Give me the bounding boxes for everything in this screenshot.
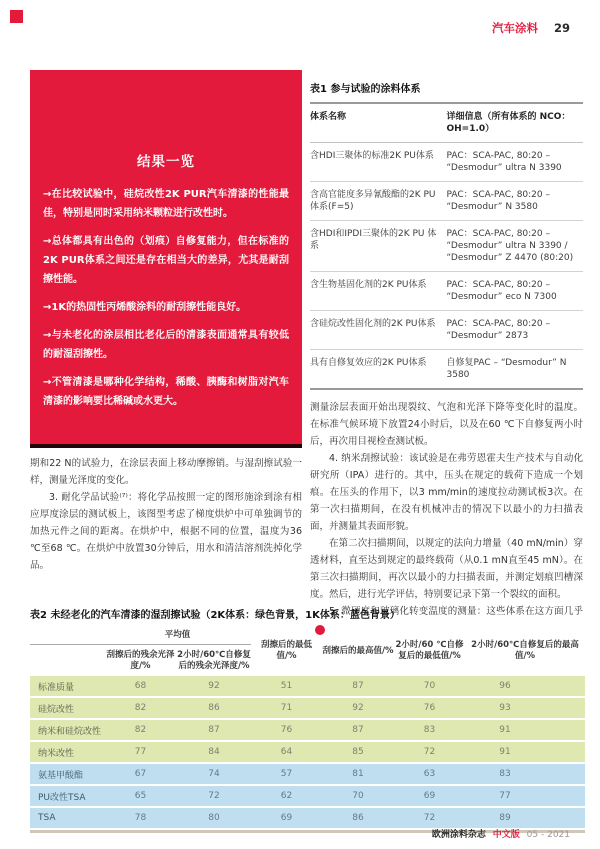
table2-value-cell: 91 — [499, 747, 511, 757]
table1-body — [310, 143, 583, 390]
table2-row — [30, 720, 585, 740]
table2-value-cell: 76 — [280, 725, 293, 735]
results-bullet: →总体都具有出色的（划痕）自修复能力，但在标准的2K PUR体系之间还是存在相当大的差异，尤其是耐刮擦性能。 — [43, 236, 289, 285]
body-paragraph: 期和22 N的试验力，在涂层表面上移动摩擦销。与湿刮擦试验一样，测量光泽度的变化。 — [30, 458, 302, 486]
table2-value-cell: 68 — [134, 681, 147, 691]
detail-cell: PAC：SCA-PAC, 80:20 – “Desmodur” eco N 7300 — [447, 272, 584, 311]
body-paragraph: 3. 耐化学品试验⁽⁷⁾：将化学品按照一定的图形施涂到涂有相应厚度涂层的测试板上，该图型考虑了梯度烘炉中可单独调节的加热元件之间的距离。在烘炉中，根据不同的位置，温度为36 ℃至68 ℃。在烘炉中放置30分钟后，用水和清洁溶剂洗掉化学品。 — [30, 492, 302, 571]
body-paragraph: 测量涂层表面开始出现裂纹、气泡和光泽下降等变化时的温度。在标准气候环境下放置24小时后，以及在60 ℃下自修复两小时后，再次用目视检查测试板。 — [310, 402, 583, 447]
table2-row — [30, 698, 585, 718]
table2-value-cell: 87 — [352, 725, 364, 735]
table2-value-cell: 82 — [134, 725, 147, 735]
table2-row — [30, 786, 585, 806]
table2-value-cell: 92 — [208, 681, 220, 691]
table2-value-cell: 72 — [423, 813, 436, 823]
table1-row — [310, 311, 583, 350]
table2-value-cell: 72 — [423, 747, 436, 757]
table2-value-cell: 65 — [134, 791, 147, 801]
table2-header-residual-gloss-reflow: 2小时/60℃自修复后的残余光泽度/% — [177, 650, 251, 671]
results-bullet: →在比较试验中，硅烷改性2K PUR汽车清漆的性能最佳，特别是同时采用纳米颗粒进行改性时。 — [43, 189, 289, 219]
table2-value-cell: 77 — [499, 791, 511, 801]
table2-value-cell: 77 — [134, 747, 147, 757]
table1-header-details: 详细信息（所有体系的 NCO：OH=1.0） — [447, 103, 584, 143]
results-bullet: →不管清漆是哪种化学结构，稀酸、胰酶和树脂对汽车清漆的影响要比稀碱或水更大。 — [43, 377, 289, 407]
table2-row — [30, 764, 585, 784]
system-name-cell: 含HDI和IPDI三聚体的2K PU 体系 — [310, 221, 447, 272]
table2-value-cell: 86 — [208, 703, 220, 713]
table2-body — [30, 676, 585, 828]
table2-value-cell: 62 — [280, 791, 293, 801]
table2-header-residual-gloss: 刮擦后的残余光泽度/% — [106, 650, 175, 671]
table1-header-system-name: 体系名称 — [310, 103, 447, 143]
table2-caption: 表2 未经老化的汽车清漆的湿刮擦试验（2K体系：绿色背景，1K体系：蓝色背景） — [30, 610, 400, 621]
table1-row — [310, 272, 583, 311]
journal-name: 欧洲涂料杂志 — [431, 830, 486, 840]
table2-value-cell: 69 — [280, 813, 293, 823]
table2-value-cell: 69 — [423, 791, 436, 801]
table2-row-label: 纳米改性 — [38, 748, 75, 759]
page-header — [492, 20, 570, 36]
table2-value-cell: 89 — [499, 813, 511, 823]
right-text-column — [310, 399, 583, 637]
table2-value-cell: 80 — [208, 813, 220, 823]
table2-header-max-after-scratch: 刮擦后的最高值/% — [322, 645, 394, 656]
table2-row-label: 标准质量 — [38, 682, 75, 693]
detail-cell: PAC：SCA-PAC, 80:20 – “Desmodur” ultra N 3390 / “Desmodur” Z 4470 (80:20) — [447, 221, 584, 272]
table1-row — [310, 221, 583, 272]
table2-value-cell: 83 — [499, 769, 511, 779]
table2-value-cell: 78 — [134, 813, 147, 823]
table2-value-cell: 76 — [423, 703, 436, 713]
table2-header-min-after-reflow: 2小时/60 ℃自修复后的最低值/% — [395, 640, 464, 661]
table2-header-max-after-reflow: 2小时/60℃自修复后的最高值/% — [471, 640, 579, 661]
table2-value-cell: 86 — [352, 813, 364, 823]
table2-value-cell: 81 — [352, 769, 364, 779]
system-name-cell: 含高官能度多异氰酸酯的2K PU 体系(F=5) — [310, 182, 447, 221]
corner-red-square-icon — [10, 10, 23, 23]
body-paragraph: 5. 微硬度和玻璃化转变温度的测量：这些体系在这方面几乎❯ — [310, 603, 583, 637]
table2-value-cell: 87 — [208, 725, 220, 735]
page-number: 29 — [553, 21, 570, 35]
table2-header-blank-cell — [30, 630, 104, 645]
right-column — [310, 80, 583, 637]
body-paragraph: 在第二次扫描期间，以规定的法向力增量（40 mN/min）穿透材料，直至达到规定的最终载荷（从0.1 mN直至45 mN）。在第三次扫描期间，再次以最小的力扫描表面，并测定划痕凹槽深度。然后，进行光学评估，特别要记录下第一个裂纹的面积。 — [310, 538, 583, 600]
detail-cell: PAC：SCA-PAC, 80:20 – “Desmodur” 2873 — [447, 311, 584, 350]
results-bullet: →与未老化的涂层相比老化后的清漆表面通常具有较低的耐湿刮擦性。 — [43, 330, 289, 360]
table2-value-cell: 84 — [208, 747, 220, 757]
table2-value-cell: 96 — [499, 681, 511, 691]
results-summary-box — [30, 70, 302, 448]
table2-header — [30, 630, 585, 672]
table2-row — [30, 742, 585, 762]
results-box-title: 结果一览 — [137, 154, 195, 170]
table2-value-cell: 85 — [352, 747, 364, 757]
table2-group-header-average: 平均值 — [104, 630, 251, 645]
table2-value-cell: 70 — [423, 681, 436, 691]
table2-value-cell: 63 — [423, 769, 436, 779]
table1-row — [310, 143, 583, 182]
table2-value-cell: 64 — [280, 747, 293, 757]
table2-row — [30, 808, 585, 828]
table2-row — [30, 676, 585, 696]
table2-row-label: TSA — [38, 813, 56, 823]
table2-value-cell: 51 — [280, 681, 293, 691]
table1-header-row — [310, 103, 583, 143]
table1-caption: 表1 参与试验的涂料体系 — [310, 84, 421, 95]
table2-row-label: 纳米和硅烷改性 — [38, 726, 102, 737]
table1-head — [310, 103, 583, 143]
system-name-cell: 含硅烷改性固化剂的2K PU体系 — [310, 311, 447, 350]
table2-row-label: 硅烷改性 — [38, 704, 75, 715]
detail-cell: PAC：SCA-PAC, 80:20 – “Desmodur” ultra N 3390 — [447, 143, 584, 182]
table1-row — [310, 182, 583, 221]
table2-value-cell: 83 — [423, 725, 436, 735]
system-name-cell: 含HDI三聚体的标准2K PU体系 — [310, 143, 447, 182]
table2-row-label: PU改性TSA — [38, 792, 86, 803]
continuation-arrow-icon: ❯ — [315, 625, 325, 635]
detail-cell: PAC：SCA-PAC, 80:20 – “Desmodur” N 3580 — [447, 182, 584, 221]
table1-coating-systems — [310, 102, 583, 390]
results-bullet-list — [43, 185, 289, 411]
table2-value-cell: 87 — [352, 681, 364, 691]
detail-cell: 自修复PAC – “Desmodur” N 3580 — [446, 358, 567, 380]
table2-section — [30, 606, 585, 833]
table2-value-cell: 93 — [499, 703, 511, 713]
table2-row-label: 氨基甲酸酯 — [38, 770, 84, 781]
system-name-cell: 含生物基固化剂的2K PU体系 — [310, 272, 447, 311]
table1-row — [310, 350, 583, 390]
table2-value-cell: 82 — [134, 703, 147, 713]
system-name-cell: 具有自修复效应的2K PU体系 — [310, 358, 427, 368]
table2-value-cell: 92 — [352, 703, 364, 713]
body-paragraph: 4. 纳米刮擦试验：该试验是在弗劳恩霍夫生产技术与自动化研究所（IPA）进行的。其中，压头在规定的载荷下造成一个划痕。在压头的作用下，以3 mm/min的速度拉动测试板3次。在第一次扫描期间，在没有机械冲击的情况下以最小的力扫描表面，并测量其表面形貌。 — [310, 453, 583, 532]
table2-value-cell: 67 — [134, 769, 147, 779]
table2-value-cell: 70 — [352, 791, 364, 801]
table2-value-cell: 91 — [499, 725, 511, 735]
left-text-column — [30, 455, 302, 574]
results-bullet: →1K的热固性丙烯酸涂料的耐刮擦性能良好。 — [43, 302, 247, 313]
issue-number: 05 - 2021 — [526, 830, 570, 840]
table2-value-cell: 74 — [208, 769, 220, 779]
page-footer — [432, 827, 570, 840]
table2-value-cell: 71 — [280, 703, 293, 713]
table2-value-cell: 72 — [208, 791, 220, 801]
section-title: 汽车涂料 — [491, 21, 538, 35]
table2-value-cell: 57 — [280, 769, 293, 779]
table2-header-min-after-scratch: 刮擦后的最低值/% — [260, 640, 312, 661]
edition-label: 中文版 — [492, 830, 520, 840]
